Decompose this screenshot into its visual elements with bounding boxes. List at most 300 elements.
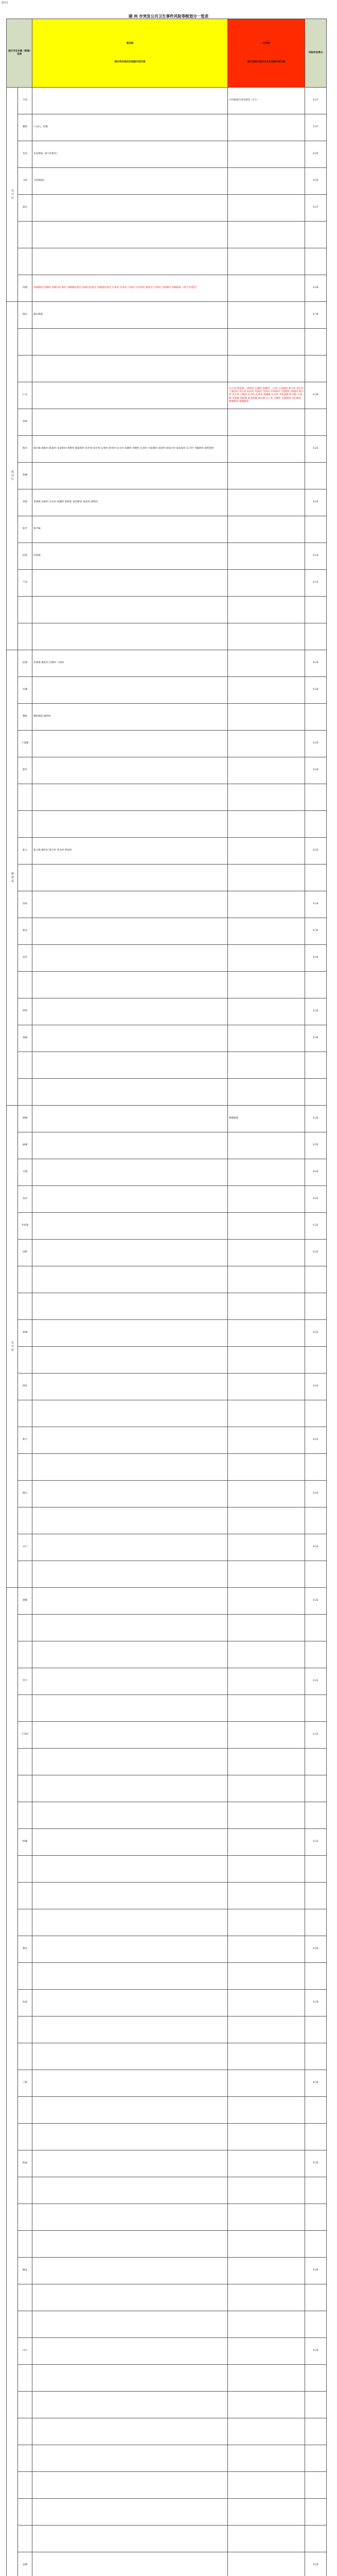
table-row xyxy=(7,1775,327,1802)
score-cell: 0.25 xyxy=(305,168,327,195)
high-risk-cell xyxy=(32,918,228,945)
mid-risk-cell xyxy=(228,677,305,704)
mid-risk-cell xyxy=(228,784,305,811)
high-risk-cell xyxy=(32,2177,228,2204)
score-cell: 0.22 xyxy=(305,1588,327,1615)
table-row xyxy=(7,516,327,543)
township-cell xyxy=(18,2177,32,2204)
mid-risk-cell xyxy=(228,248,305,275)
table-row xyxy=(7,1025,327,1052)
header-high-risk-sub: 疫区所在地区的县级行政区域 xyxy=(114,61,146,63)
mid-risk-cell: 长兴县 泗安镇 二界岭村 长潮村 管埭村 三合村 五里渡村 新丰村 南庄村 上泗安村 双丰村 仙山村 鸡岗村 雪坞村 沙坝岗村 白莲桥村 凤凰村 新川村 长生村 云峰村 长中村 东风村 林城镇 吕山乡 李家巷镇 和平镇 小浦镇 夹浦镇 洪桥镇 虹星桥镇 煤山镇 水口乡 白岘乡 太湖街道 龙山街道 雉城街道 画溪街道 xyxy=(228,382,305,409)
high-risk-cell xyxy=(32,88,228,114)
township-cell xyxy=(18,1749,32,1775)
table-row xyxy=(7,2311,327,2338)
score-cell xyxy=(305,1400,327,1427)
page-title: 湖 州 市突发公共卫生事件风险等级划分一览表 xyxy=(128,14,209,19)
township-cell: 菱湖 xyxy=(18,463,32,489)
high-risk-cell xyxy=(32,1293,228,1320)
township-cell: 阜溪 xyxy=(18,677,32,704)
mid-risk-cell xyxy=(228,463,305,489)
high-risk-cell xyxy=(32,1400,228,1427)
township-cell: 溪龙 xyxy=(18,2258,32,2284)
table-row xyxy=(7,2016,327,2043)
score-cell xyxy=(305,704,327,731)
score-cell: 0.21 xyxy=(305,1829,327,1856)
township-cell xyxy=(18,1775,32,1802)
score-cell xyxy=(305,329,327,355)
high-risk-cell: 乾元镇 城东村 联合村 金火村 明星村 xyxy=(32,838,228,865)
county-cell xyxy=(7,1588,18,2576)
high-risk-cell xyxy=(32,2070,228,2097)
township-cell: 武康 xyxy=(18,650,32,677)
mid-risk-cell xyxy=(228,1588,305,1615)
township-cell xyxy=(18,1802,32,1829)
mid-risk-cell xyxy=(228,489,305,516)
table-row xyxy=(7,1641,327,1668)
score-cell: 0.26 xyxy=(305,275,327,302)
high-risk-cell xyxy=(32,2526,228,2552)
table-row xyxy=(7,489,327,516)
score-cell: 0.22 xyxy=(305,1106,327,1132)
county-cell: 德清县 xyxy=(7,650,18,1106)
high-risk-cell xyxy=(32,1722,228,1749)
table-row xyxy=(7,382,327,409)
score-cell xyxy=(305,1695,327,1722)
header-mid-risk-sub: 疫区县级行政区以外的县级行政区域 xyxy=(247,61,286,63)
high-risk-cell xyxy=(32,2445,228,2472)
township-cell xyxy=(18,248,32,275)
table-row xyxy=(7,998,327,1025)
score-cell xyxy=(305,2445,327,2472)
high-risk-cell xyxy=(32,1775,228,1802)
mid-risk-cell xyxy=(228,918,305,945)
score-cell: 0.20 xyxy=(305,757,327,784)
township-cell: 龙泉 xyxy=(18,141,32,168)
score-cell: 0.22 xyxy=(305,1481,327,1507)
table-row xyxy=(7,1400,327,1427)
score-cell: 0.20 xyxy=(305,2258,327,2284)
mid-risk-cell xyxy=(228,275,305,302)
score-cell xyxy=(305,1909,327,1936)
mid-risk-cell xyxy=(228,1186,305,1213)
header-high-risk-title: 高风险 xyxy=(126,42,134,45)
mid-risk-cell xyxy=(228,623,305,650)
township-cell: 新市 xyxy=(18,757,32,784)
mid-risk-cell xyxy=(228,2418,305,2445)
score-cell: 0.24 xyxy=(305,891,327,918)
table-row xyxy=(7,1963,327,1990)
high-risk-cell xyxy=(32,998,228,1025)
table-row xyxy=(7,1213,327,1240)
high-risk-cell xyxy=(32,1909,228,1936)
high-risk-cell xyxy=(32,1534,228,1561)
township-cell xyxy=(18,1347,32,1374)
mid-risk-cell xyxy=(228,1293,305,1320)
score-cell xyxy=(305,2177,327,2204)
high-risk-cell xyxy=(32,972,228,998)
mid-risk-cell xyxy=(228,1990,305,2016)
county-cell: 吴兴区 xyxy=(7,88,18,302)
township-cell: 递铺 xyxy=(18,1588,32,1615)
mid-risk-cell xyxy=(228,1722,305,1749)
mid-risk-cell xyxy=(228,1963,305,1990)
score-cell: 0.27 xyxy=(305,88,327,114)
attachment-label: 附件1 xyxy=(2,2,9,5)
mid-risk-cell xyxy=(228,2284,305,2311)
high-risk-cell: 武康镇 城北村 东衡村 上柏村 xyxy=(32,650,228,677)
table-row xyxy=(7,1883,327,1909)
township-cell xyxy=(18,784,32,811)
table-row xyxy=(7,2204,327,2231)
mid-risk-cell xyxy=(228,1615,305,1641)
table-row xyxy=(7,2043,327,2070)
high-risk-cell xyxy=(32,1641,228,1668)
high-risk-cell xyxy=(32,382,228,409)
township-cell: 钟管 xyxy=(18,998,32,1025)
table-row xyxy=(7,2150,327,2177)
score-cell xyxy=(305,1641,327,1668)
high-risk-cell xyxy=(32,2204,228,2231)
table-row xyxy=(7,275,327,302)
score-cell xyxy=(305,1561,327,1588)
score-cell xyxy=(305,2392,327,2418)
score-cell xyxy=(305,2284,327,2311)
table-row xyxy=(7,838,327,865)
table-row xyxy=(7,1427,327,1454)
township-cell xyxy=(18,329,32,355)
mid-risk-cell xyxy=(228,2258,305,2284)
table-row xyxy=(7,1374,327,1400)
mid-risk-cell xyxy=(228,2177,305,2204)
mid-risk-cell xyxy=(228,704,305,731)
township-cell: 林城 xyxy=(18,1320,32,1347)
high-risk-cell xyxy=(32,1320,228,1347)
score-cell: 0.22 xyxy=(305,1186,327,1213)
mid-risk-cell xyxy=(228,2231,305,2258)
header-row xyxy=(7,19,327,88)
table-row xyxy=(7,1695,327,1722)
table-row xyxy=(7,1481,327,1507)
mid-risk-cell xyxy=(228,1856,305,1883)
table-row xyxy=(7,329,327,355)
score-cell: 0.21 xyxy=(305,1668,327,1695)
mid-risk-cell xyxy=(228,998,305,1025)
county-cell: 南浔区 xyxy=(7,302,18,650)
mid-risk-cell xyxy=(228,2070,305,2097)
score-cell xyxy=(305,623,327,650)
township-cell: 和孚 xyxy=(18,516,32,543)
score-cell: 0.22 xyxy=(305,838,327,865)
table-row xyxy=(7,972,327,998)
county-cell: 长兴县 xyxy=(7,1106,18,1588)
mid-risk-cell xyxy=(228,2016,305,2043)
mid-risk-cell xyxy=(228,1507,305,1534)
table-row xyxy=(7,1293,327,1320)
township-cell: 康山 xyxy=(18,302,32,329)
table-row xyxy=(7,2392,327,2418)
mid-risk-cell xyxy=(228,1695,305,1722)
score-cell: 0.20 xyxy=(305,2338,327,2365)
township-cell xyxy=(18,222,32,248)
mid-risk-cell xyxy=(228,222,305,248)
high-risk-cell xyxy=(32,2097,228,2124)
score-cell: 0.25 xyxy=(305,436,327,463)
high-risk-cell: 练市镇 湖盐村 陈家村 朱家兜村 西堡村 施家桥村 荃步村 松亭村 长春村 新华村 民主村 双塘村 洪塘村 东青村 马家港村 花园村 徐家庄村 茹家甸村 长丰村 马鞍桥村 洗粉兜村 xyxy=(32,436,228,463)
high-risk-cell xyxy=(32,945,228,972)
score-cell xyxy=(305,1856,327,1883)
score-cell: 0.22 xyxy=(305,1159,327,1186)
mid-risk-cell xyxy=(228,1347,305,1374)
high-risk-cell xyxy=(32,1052,228,1079)
table-row xyxy=(7,1722,327,1749)
township-cell: 舞阳 xyxy=(18,704,32,731)
score-cell: 0.22 xyxy=(305,1213,327,1240)
mid-risk-cell xyxy=(228,2311,305,2338)
mid-risk-cell xyxy=(228,2499,305,2526)
table-row xyxy=(7,1990,327,2016)
score-cell xyxy=(305,1454,327,1481)
township-cell xyxy=(18,1454,32,1481)
table-row xyxy=(7,1615,327,1641)
high-risk-cell xyxy=(32,757,228,784)
table-row xyxy=(7,1749,327,1775)
mid-risk-cell xyxy=(228,1454,305,1481)
high-risk-cell xyxy=(32,2552,228,2576)
high-risk-cell xyxy=(32,1481,228,1507)
mid-risk-cell xyxy=(228,945,305,972)
table-row xyxy=(7,168,327,195)
high-risk-cell xyxy=(32,1374,228,1400)
township-cell xyxy=(18,1695,32,1722)
table-row xyxy=(7,784,327,811)
township-cell xyxy=(18,1561,32,1588)
score-cell: 0.25 xyxy=(305,141,327,168)
mid-risk-cell xyxy=(228,1266,305,1293)
township-cell xyxy=(18,2365,32,2392)
score-cell: 0.21 xyxy=(305,1722,327,1749)
township-cell xyxy=(18,2016,32,2043)
table-row xyxy=(7,650,327,677)
mid-risk-cell: 月河街道月河居委会（1个） xyxy=(228,88,305,114)
score-cell xyxy=(305,1052,327,1079)
township-cell: 禹越 xyxy=(18,1025,32,1052)
mid-risk-cell xyxy=(228,650,305,677)
table-row xyxy=(7,2338,327,2365)
high-risk-cell xyxy=(32,1427,228,1454)
township-cell: 凤凰 xyxy=(18,275,32,302)
township-cell xyxy=(18,1615,32,1641)
high-risk-cell xyxy=(32,355,228,382)
mid-risk-cell xyxy=(228,811,305,838)
mid-risk-cell xyxy=(228,2097,305,2124)
score-cell xyxy=(305,1079,327,1106)
table-row xyxy=(7,436,327,463)
township-cell xyxy=(18,1641,32,1668)
table-row xyxy=(7,1106,327,1132)
high-risk-cell xyxy=(32,2311,228,2338)
township-cell: 朝阳 xyxy=(18,114,32,141)
high-risk-cell xyxy=(32,2499,228,2526)
township-cell xyxy=(18,811,32,838)
township-cell: 双林 xyxy=(18,409,32,436)
table-row xyxy=(7,222,327,248)
table-row xyxy=(7,2472,327,2499)
score-cell: 0.25 xyxy=(305,489,327,516)
score-cell xyxy=(305,2204,327,2231)
score-cell: 0.22 xyxy=(305,945,327,972)
mid-risk-cell xyxy=(228,1802,305,1829)
score-cell: 0.20 xyxy=(305,677,327,704)
high-risk-cell xyxy=(32,195,228,222)
score-cell: 0.20 xyxy=(305,1936,327,1963)
table-row xyxy=(7,1909,327,1936)
high-risk-cell xyxy=(32,1963,228,1990)
table-row xyxy=(7,409,327,436)
score-cell: 0.22 xyxy=(305,1374,327,1400)
township-cell: 下渚湖 xyxy=(18,731,32,757)
header-high-risk xyxy=(32,19,228,88)
high-risk-cell: 舞阳街道 城西村 xyxy=(32,704,228,731)
township-cell: 报福 xyxy=(18,2150,32,2177)
table-row xyxy=(7,2097,327,2124)
high-risk-cell: 康山街道 xyxy=(32,302,228,329)
table-row xyxy=(7,355,327,382)
score-cell: 0.22 xyxy=(305,1534,327,1561)
score-cell xyxy=(305,1883,327,1909)
township-cell: 新安 xyxy=(18,918,32,945)
mid-risk-cell xyxy=(228,731,305,757)
table-row xyxy=(7,1052,327,1079)
township-cell xyxy=(18,623,32,650)
township-cell xyxy=(18,1883,32,1909)
high-risk-cell: 飞英街道1 xyxy=(32,168,228,195)
township-cell: 千金 xyxy=(18,570,32,597)
score-cell xyxy=(305,1347,327,1374)
score-cell xyxy=(305,2499,327,2526)
high-risk-cell xyxy=(32,1695,228,1722)
high-risk-cell xyxy=(32,1240,228,1266)
township-cell: 天荒坪 xyxy=(18,1722,32,1749)
high-risk-cell xyxy=(32,1802,228,1829)
township-cell: 飞英 xyxy=(18,168,32,195)
township-cell: 善琏 xyxy=(18,489,32,516)
mid-risk-cell xyxy=(228,1374,305,1400)
score-cell xyxy=(305,222,327,248)
mid-risk-cell xyxy=(228,1079,305,1106)
mid-risk-cell xyxy=(228,436,305,463)
high-risk-cell xyxy=(32,1883,228,1909)
high-risk-cell xyxy=(32,1106,228,1132)
table-row xyxy=(7,248,327,275)
mid-risk-cell xyxy=(228,757,305,784)
high-risk-cell: 龙泉街道（8个居委会） xyxy=(32,141,228,168)
mid-risk-cell xyxy=(228,838,305,865)
table-row xyxy=(7,1668,327,1695)
table-row xyxy=(7,1347,327,1374)
mid-risk-cell xyxy=(228,1320,305,1347)
township-cell: 李家巷 xyxy=(18,1213,32,1240)
score-cell: 0.20 xyxy=(305,2552,327,2576)
score-cell: 0.24 xyxy=(305,1025,327,1052)
township-cell xyxy=(18,597,32,623)
table-row xyxy=(7,2070,327,2097)
table-row xyxy=(7,1802,327,1829)
mid-risk-cell xyxy=(228,1400,305,1427)
table-row xyxy=(7,88,327,114)
township-cell xyxy=(18,2499,32,2526)
mid-risk-cell xyxy=(228,570,305,597)
mid-risk-cell xyxy=(228,1240,305,1266)
high-risk-cell xyxy=(32,1132,228,1159)
mid-risk-cell xyxy=(228,2043,305,2070)
mid-risk-cell xyxy=(228,1159,305,1186)
score-cell: 0.25 xyxy=(305,731,327,757)
mid-risk-cell xyxy=(228,1427,305,1454)
high-risk-cell xyxy=(32,2284,228,2311)
score-cell xyxy=(305,2472,327,2499)
risk-table xyxy=(6,19,327,2576)
township-cell: 水口 xyxy=(18,1534,32,1561)
mid-risk-cell xyxy=(228,141,305,168)
header-mid-risk-title: 中风险 xyxy=(262,42,270,45)
township-cell xyxy=(18,2526,32,2552)
township-cell: 煤山 xyxy=(18,1481,32,1507)
table-row xyxy=(7,2177,327,2204)
table-row xyxy=(7,2258,327,2284)
table-body xyxy=(7,88,327,2576)
score-cell: 0.27 xyxy=(305,114,327,141)
high-risk-cell xyxy=(32,731,228,757)
mid-risk-cell xyxy=(228,1213,305,1240)
table-row xyxy=(7,2284,327,2311)
score-cell xyxy=(305,2231,327,2258)
mid-risk-cell xyxy=(228,2338,305,2365)
township-cell: 杭垓 xyxy=(18,1990,32,2016)
high-risk-cell xyxy=(32,248,228,275)
high-risk-cell xyxy=(32,463,228,489)
high-risk-cell xyxy=(32,2258,228,2284)
township-cell: 乾元 xyxy=(18,838,32,865)
mid-risk-cell xyxy=(228,114,305,141)
mid-risk-cell xyxy=(228,409,305,436)
township-cell xyxy=(18,2472,32,2499)
score-cell: 0.25 xyxy=(305,918,327,945)
township-cell: 仁皇 xyxy=(18,382,32,409)
mid-risk-cell xyxy=(228,195,305,222)
score-cell xyxy=(305,1775,327,1802)
high-risk-cell xyxy=(32,811,228,838)
mid-risk-cell xyxy=(228,1749,305,1775)
table-row xyxy=(7,1186,327,1213)
mid-risk-cell xyxy=(228,597,305,623)
high-risk-cell: 和孚镇 xyxy=(32,516,228,543)
table-row xyxy=(7,2445,327,2472)
table-row xyxy=(7,811,327,838)
table-row xyxy=(7,1159,327,1186)
header-mid-risk xyxy=(228,19,305,88)
township-cell xyxy=(18,1909,32,1936)
table-row xyxy=(7,865,327,891)
table-row xyxy=(7,2418,327,2445)
township-cell: 鄣吴 xyxy=(18,1936,32,1963)
score-cell xyxy=(305,1615,327,1641)
mid-risk-cell: 雉城街道 xyxy=(228,1106,305,1132)
mid-risk-cell xyxy=(228,168,305,195)
high-risk-cell xyxy=(32,1990,228,2016)
township-cell xyxy=(18,1400,32,1427)
high-risk-cell xyxy=(32,2043,228,2070)
